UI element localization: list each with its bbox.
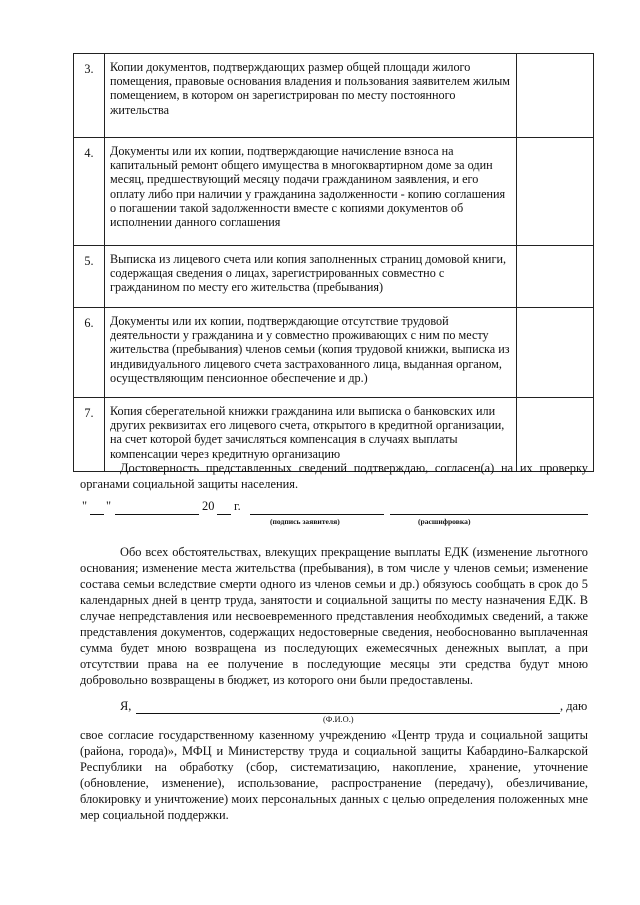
row-number: 5. (74, 246, 105, 308)
fio-caption: (Ф.И.О.) (323, 715, 354, 724)
decoding-caption: (расшифровка) (418, 517, 471, 526)
row-mark-cell (517, 138, 594, 246)
row-document-description: Документы или их копии, подтверждающие начисление взноса на капитальный ремонт общего имущества в многоквартирном доме за один месяц, предшествующий месяцу подачи гражданином заявления, и его оплату либо при наличии у гражданина задолженности - копию соглашения о погашении такой задолженности вместе с копиями документов об исполнении данного соглашения (105, 138, 517, 246)
documents-table (73, 53, 594, 472)
row-document-description: Выписка из лицевого счета или копия заполненных страниц домовой книги, содержащая сведения о лицах, зарегистрированных совместно с гражданином по месту его жительства (пребывания) (105, 246, 517, 308)
row-document-description: Копия сберегательной книжки гражданина или выписка о банковских или других реквизитах его лицевого счета, открытого в кредитной организации, на счет которой будет зачисляться компенсация в случаях выплаты компенсации через кредитную организацию (105, 398, 517, 472)
year-prefix: 20 (202, 499, 215, 513)
row-document-description: Документы или их копии, подтверждающие отсутствие трудовой деятельности у гражданина и у совместно проживающих с ним по месту жительства (пребывания) членов семьи (копия трудовой книжки, выписка из индивидуального лицевого счета застрахованного лица, выданная органом, осуществляющим пенсионное обеспечение и др.) (105, 308, 517, 398)
row-mark-cell (517, 246, 594, 308)
table-row (74, 54, 594, 138)
notice-paragraph: Обо всех обстоятельствах, влекущих прекращение выплаты ЕДК (изменение льготного основания; изменение места жительства (пребывания), в том числе у членов семьи; изменение состава семьи вследствие смерти одного из членов семьи и др.) обязуюсь сообщать в срок до 5 календарных дней в центр труда, занятости и социальной защиты по месту назначения ЕДК. В случае непредставления или несвоевременного представления необходимых сведений, а также представления документов, содержащих недостоверные сведения, необоснованно выплаченная сумма будет мною возвращена из последующих ежемесячных денежных выплат, а при отсутствии права на ее получение в последующие месяцы эти средства будут мною добровольно возвращены в бюджет, из которого они были предоставлены. (80, 545, 588, 687)
year-field[interactable] (217, 514, 231, 515)
row-mark-cell (517, 54, 594, 138)
signature-field[interactable] (250, 514, 384, 515)
month-field[interactable] (115, 514, 199, 515)
quote-open: " (82, 499, 88, 513)
fio-field[interactable] (136, 713, 560, 714)
table-row (74, 246, 594, 308)
row-number: 3. (74, 54, 105, 138)
row-mark-cell (517, 308, 594, 398)
signature-caption: (подпись заявителя) (270, 517, 340, 526)
confirmation-paragraph: Достоверность представленных сведений подтверждаю, согласен(а) на их проверку органами социальной защиты населения. (80, 461, 588, 491)
row-document-description: Копии документов, подтверждающих размер общей площади жилого помещения, правовые основания владения и пользования заявителем жилым помещением, в котором он зарегистрирован по месту постоянного жительства (105, 54, 517, 138)
consent-prefix: Я, (120, 699, 132, 713)
row-number: 4. (74, 138, 105, 246)
day-field[interactable] (90, 514, 104, 515)
table-row (74, 138, 594, 246)
quote-close: " (106, 499, 112, 513)
row-number: 6. (74, 308, 105, 398)
consent-suffix: , даю (560, 699, 588, 713)
decoding-field[interactable] (390, 514, 588, 515)
consent-fio-line (80, 699, 590, 729)
row-number: 7. (74, 398, 105, 472)
year-suffix: г. (234, 499, 241, 513)
table-row (74, 308, 594, 398)
signature-block (82, 499, 592, 529)
consent-paragraph: свое согласие государственному казенному учреждению «Центр труда и социальной защиты (района, города)», МФЦ и Министерству труда и социальной защиты Кабардино-Балкарской Республики на обработку (сбор, систематизацию, накопление, хранение, уточнение (обновление, изменение), использование, распространение (передачу), обезличивание, блокировку и уничтожение) моих персональных данных с целью определения положенных мне мер социальной поддержки. (80, 728, 588, 822)
